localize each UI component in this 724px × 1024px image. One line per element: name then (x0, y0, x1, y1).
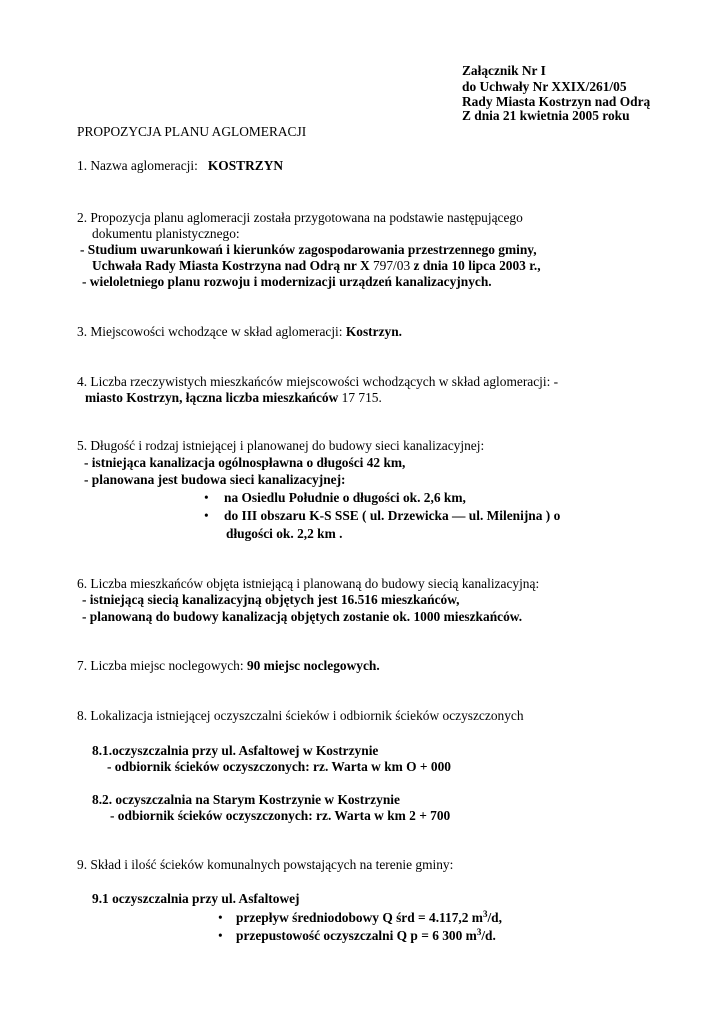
section-5-line-3: - planowana jest budowa sieci kanalizacyjnej: (84, 472, 346, 487)
section-9-1-title: 9.1 oczyszczalnia przy ul. Asfaltowej (92, 891, 300, 906)
section-2-line-5: - wieloletniego planu rozwoju i modernizacji urządzeń kanalizacyjnych. (82, 274, 492, 289)
section-5-line-1: 5. Długość i rodzaj istniejącej i planowanej do budowy sieci kanalizacyjnej: (77, 438, 485, 453)
section-8-1-title: 8.1.oczyszczalnia przy ul. Asfaltowej w Kostrzynie (92, 743, 379, 758)
section-1 (77, 158, 283, 174)
section-6-line-1: 6. Liczba mieszkańców objęta istniejącą i planowaną do budowy siecią kanalizacyjną: (77, 576, 540, 591)
section-5-bullet-2: do III obszaru K-S SSE ( ul. Drzewicka — ul. Milenijna ) o (224, 508, 561, 523)
section-9-bullet-2: przepustowość oczyszczalni Q p = 6 300 $m^3/d$. (236, 927, 496, 943)
section-2-line-1: 2. Propozycja planu aglomeracji została przygotowana na podstawie następującego (77, 210, 523, 225)
section-9-bullet-1: przepływ średniodobowy Q śrd = 4.117,2 $m^3/d$, (236, 909, 502, 925)
section-8-2-detail: - odbiornik ścieków oczyszczonych: rz. Warta w km 2 + 700 (110, 808, 451, 823)
section-2-line-3: - Studium uwarunkowań i kierunków zagospodarowania przestrzennego gminy, (80, 242, 537, 257)
section-4-line-2: miasto Kostrzyn, łączna liczba mieszkańców 17 715. (85, 390, 382, 405)
section-2-line-4: Uchwała Rady Miasta Kostrzyna nad Odrą nr X 797/03 z dnia 10 lipca 2003 r., (92, 258, 541, 273)
section-6-line-2: - istniejącą siecią kanalizacyjną objętych jest 16.516 mieszkańców, (82, 592, 460, 607)
page-title: PROPOZYCJA PLANU AGLOMERACJI (77, 124, 307, 139)
header-line-4: Z dnia 21 kwietnia 2005 roku (462, 108, 630, 123)
header-line-3: Rady Miasta Kostrzyn nad Odrą (462, 94, 651, 109)
section-5-line-2: - istniejąca kanalizacja ogólnospławna o długości 42 km, (84, 455, 406, 470)
section-8-2-title: 8.2. oczyszczalnia na Starym Kostrzynie w Kostrzynie (92, 792, 400, 807)
section-4-line-1: 4. Liczba rzeczywistych mieszkańców miejscowości wchodzących w skład aglomeracji: - (77, 374, 559, 389)
bullet-icon: • (218, 910, 223, 925)
section-2-line-2: dokumentu planistycznego: (92, 226, 240, 241)
header-line-1: Załącznik Nr I (462, 63, 546, 78)
section-6-line-3: - planowaną do budowy kanalizacją objętych zostanie ok. 1000 mieszkańców. (82, 609, 523, 624)
section-8-1-detail: - odbiornik ścieków oczyszczonych: rz. Warta w km O + 000 (107, 759, 451, 774)
section-5-bullet-1: na Osiedlu Południe o długości ok. 2,6 km, (224, 490, 466, 505)
bullet-icon: • (218, 928, 223, 943)
section-3: 3. Miejscowości wchodzące w skład aglomeracji: Kostrzyn. (77, 324, 403, 339)
bullet-icon: • (204, 508, 209, 523)
section-1-label: 1. Nazwa aglomeracji: (77, 158, 198, 173)
section-1-value: KOSTRZYN (207, 158, 284, 173)
section-7-value: 90 miejsc noclegowych. (246, 658, 380, 673)
bullet-icon: • (204, 490, 209, 505)
section-7: 7. Liczba miejsc noclegowych: 90 miejsc noclegowych. (77, 658, 380, 673)
header-line-2: do Uchwały Nr XXIX/261/05 (462, 79, 627, 94)
section-5-bullet-2-cont: długości ok. 2,2 km . (226, 526, 343, 541)
section-3-value: Kostrzyn. (345, 324, 403, 339)
section-9-line-1: 9. Skład i ilość ścieków komunalnych powstających na terenie gminy: (77, 857, 454, 872)
section-8-line-1: 8. Lokalizacja istniejącej oczyszczalni ścieków i odbiornik ścieków oczyszczonych (77, 708, 524, 723)
